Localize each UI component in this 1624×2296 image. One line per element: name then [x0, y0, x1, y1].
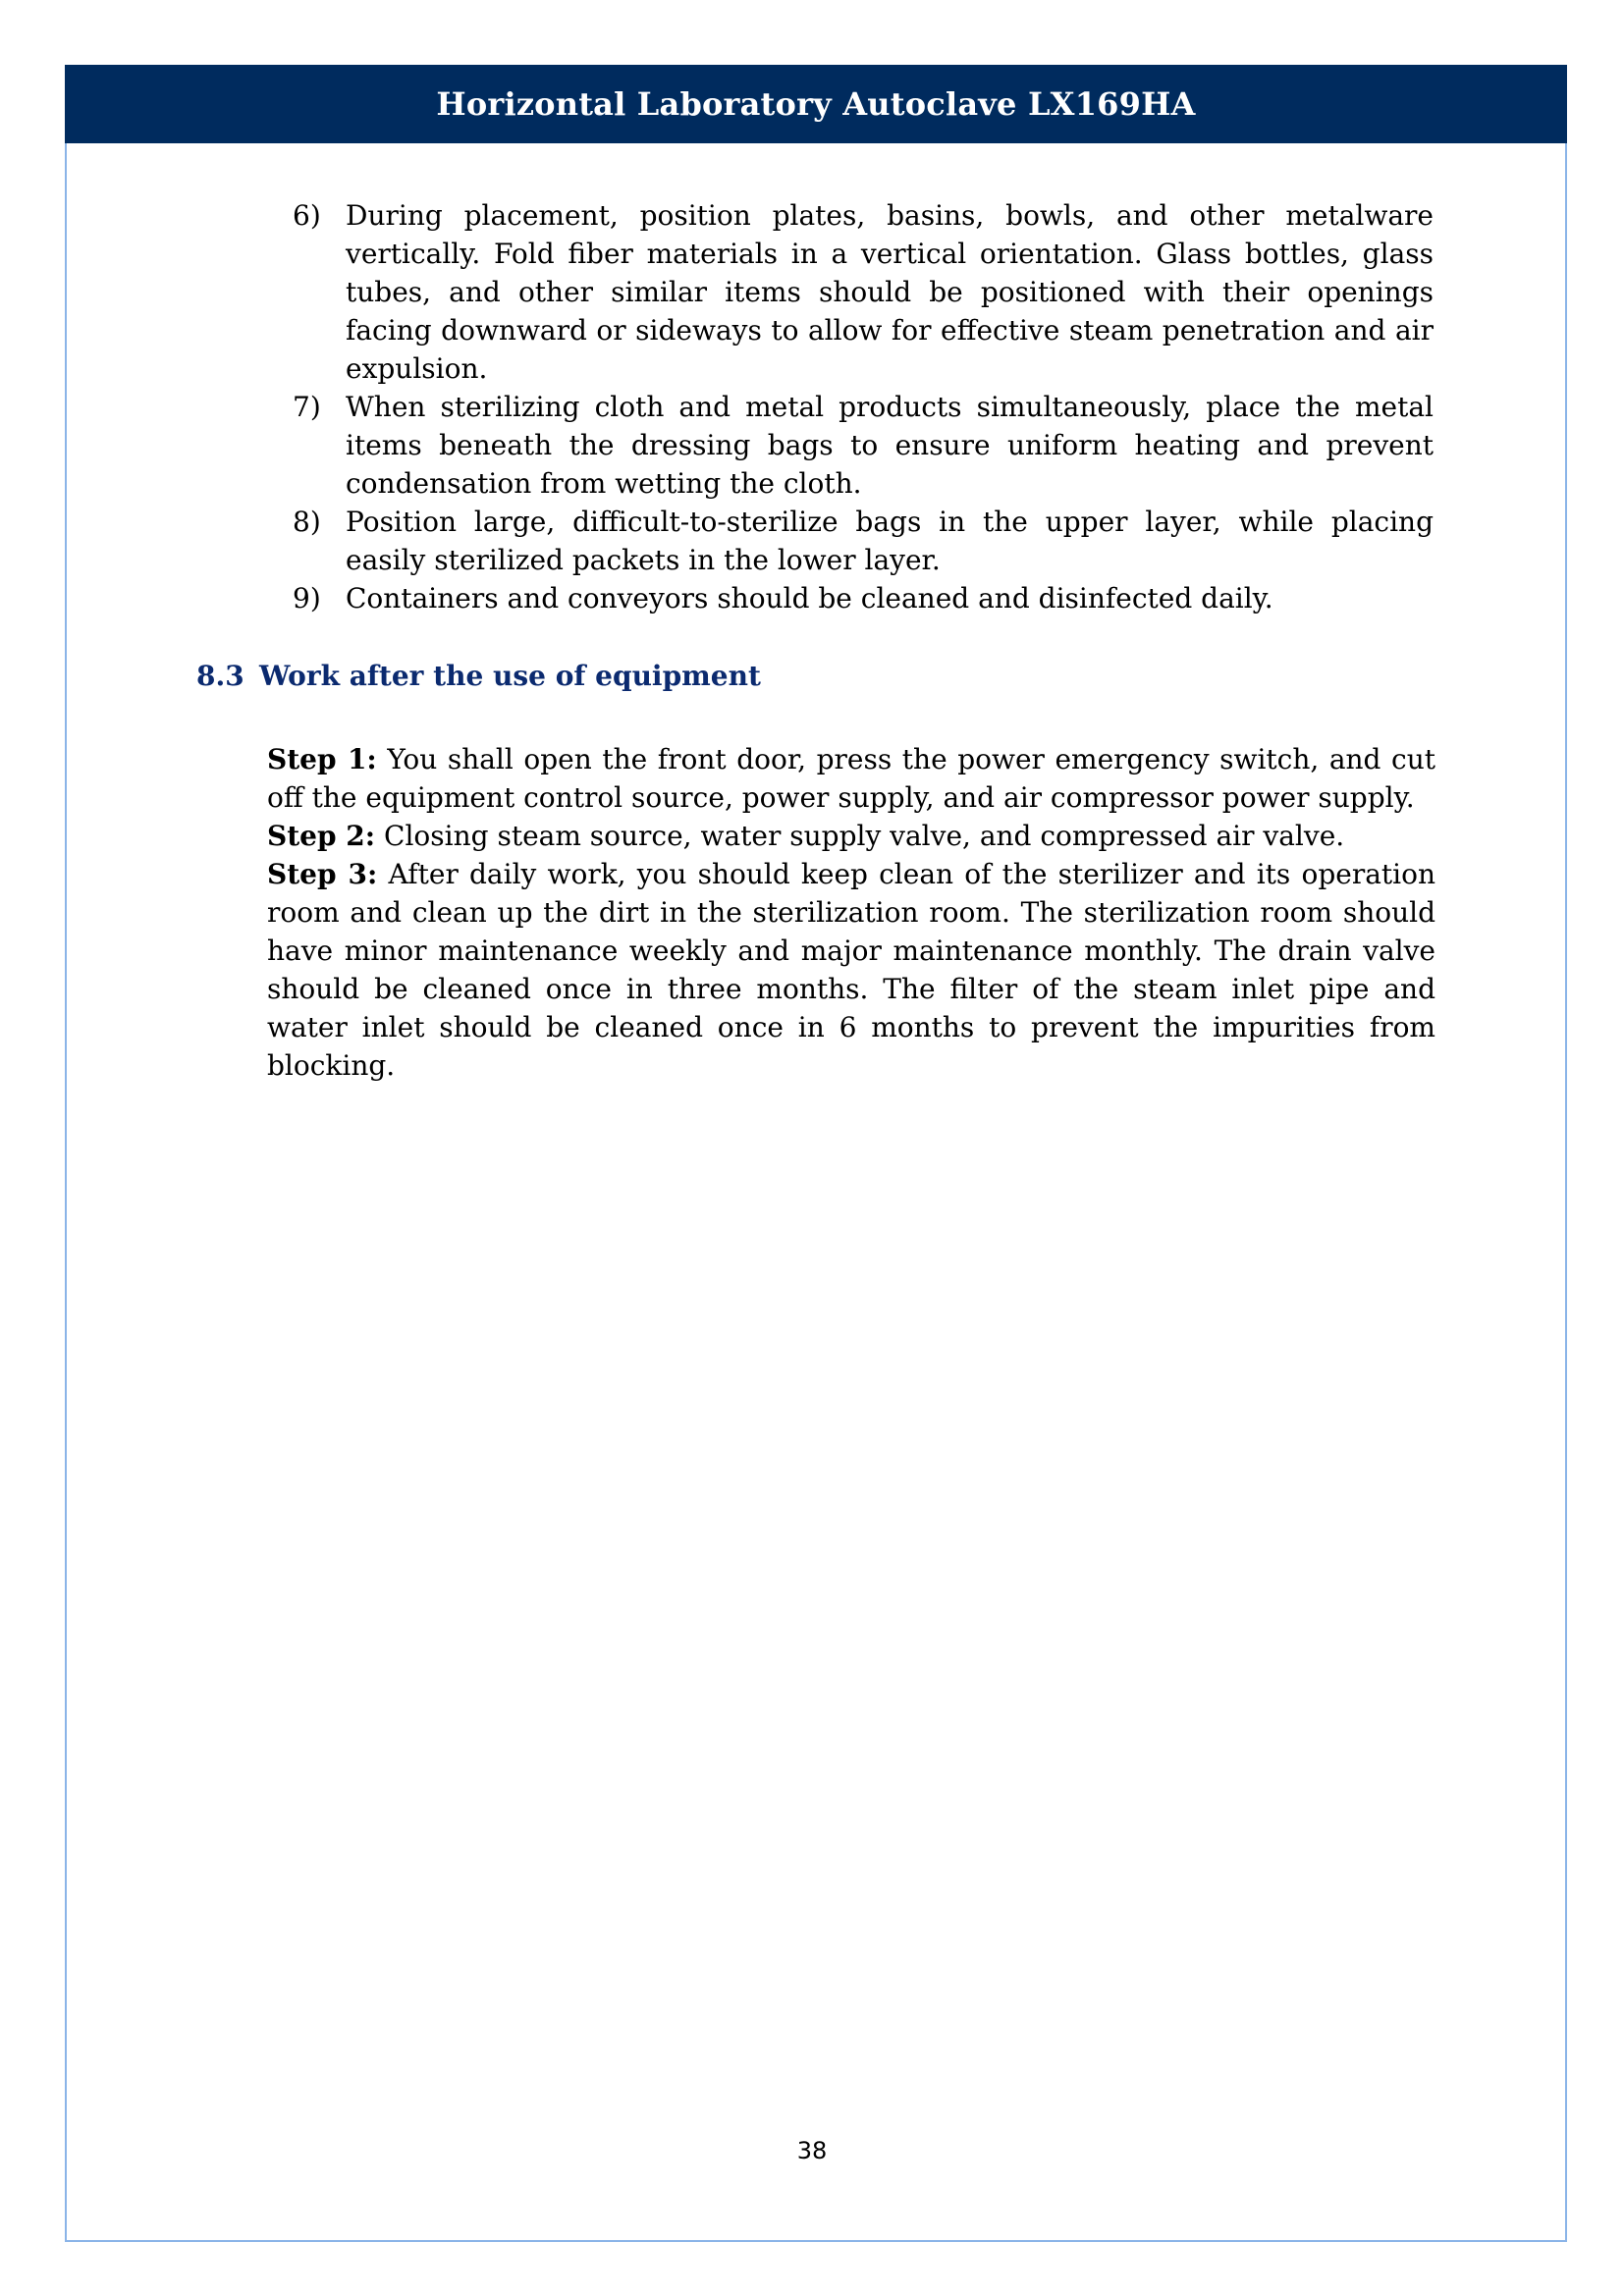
step-paragraph [267, 817, 1435, 855]
list-item [293, 388, 1434, 503]
section-number: 8.3 [196, 660, 244, 692]
section-title: Work after the use of equipment [259, 660, 761, 692]
step-label: Step 3: [267, 858, 378, 890]
step-label: Step 1: [267, 743, 377, 775]
document-title: Horizontal Laboratory Autoclave LX169HA [436, 85, 1196, 123]
step-text: After daily work, you should keep clean of the sterilizer and its operation room and clean up the dirt in the sterilization room. The sterilization room should have minor maintenance weekly and major maintenance monthly. The drain valve should be cleaned once in three months. The filter of the steam inlet pipe and water inlet should be cleaned once in 6 months to prevent the impurities from blocking. [267, 858, 1435, 1082]
list-item [293, 196, 1434, 388]
list-item-text: Containers and conveyors should be cleaned and disinfected daily. [346, 582, 1273, 614]
list-item-text: Position large, difficult-to-sterilize bags in the upper layer, while placing easily sterilized packets in the lower layer. [346, 506, 1434, 576]
section-heading [196, 660, 761, 692]
list-item-text: When sterilizing cloth and metal products simultaneously, place the metal items beneath the dressing bags to ensure uniform heating and prevent condensation from wetting the cloth. [346, 391, 1434, 500]
step-label: Step 2: [267, 820, 376, 852]
list-item-number: 8) [293, 506, 321, 538]
step-paragraph [267, 740, 1435, 817]
list-item-text: During placement, position plates, basins, bowls, and other metalware vertically. Fold fiber materials in a vertical orientation. Glass bottles, glass tubes, and other similar items should be positioned with their openings facing downward or sideways to allow for effective steam penetration and air expulsion. [346, 199, 1434, 385]
list-item [293, 503, 1434, 579]
step-text: Closing steam source, water supply valve, and compressed air valve. [375, 820, 1345, 852]
numbered-list [293, 196, 1434, 617]
page-number: 38 [796, 2137, 828, 2164]
list-item-number: 9) [293, 582, 321, 614]
list-item-number: 7) [293, 391, 321, 423]
list-item [293, 579, 1434, 617]
step-text: You shall open the front door, press the power emergency switch, and cut off the equipment control source, power supply, and air compressor power supply. [267, 743, 1435, 814]
list-item-number: 6) [293, 199, 321, 232]
steps-block [267, 740, 1435, 1085]
step-paragraph [267, 855, 1435, 1085]
